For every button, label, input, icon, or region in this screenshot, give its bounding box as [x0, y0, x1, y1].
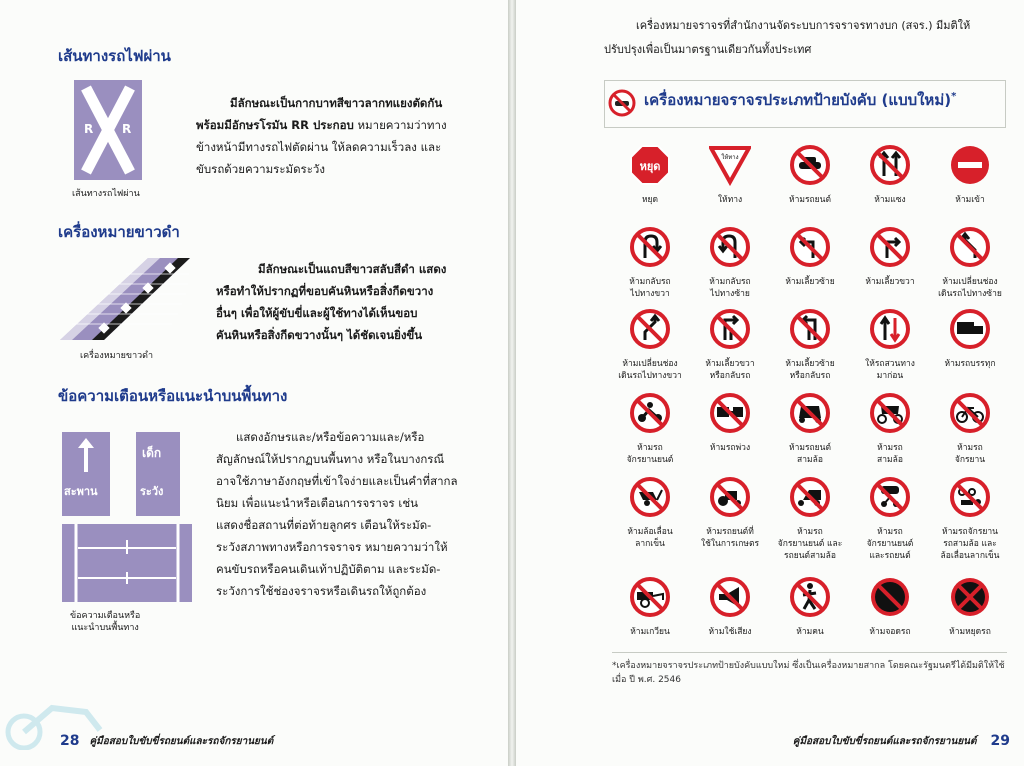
pavement-line-8: ระวังการใช้ช่องจราจรหรือเดินรถให้ถูกต้อง — [216, 584, 427, 598]
railway-text-2: ข้างหน้ามีทางรถไฟตัดผ่าน ให้ลดความเร็วลง และ — [196, 140, 442, 154]
footnote: *เครื่องหมายจราจรประเภทป้ายบังคับแบบใหม่ ซึ่งเป็นเครื่องหมายสากล โดยคณะรัฐมนตรีได้มีมติให้ใช้เมื่อ ปี พ.ศ. 2546 — [612, 661, 1005, 685]
sign-no-motorcycle — [610, 392, 690, 466]
sign-no-entry — [930, 144, 1010, 206]
sign-no-right — [850, 226, 930, 288]
left-page — [0, 0, 508, 766]
sign-no-overtake — [850, 144, 930, 206]
sign-no-oxcart — [610, 576, 690, 638]
no-uturn-left-icon — [709, 226, 751, 268]
sign-no-uturn-left — [690, 226, 770, 300]
pavement-caption-1: ข้อความเตือนหรือ — [70, 611, 141, 621]
header-line-1: เครื่องหมายจราจรที่สำนักงานจัดระบบการจราจรทางบก (สจร.) มีมติให้ — [636, 19, 971, 32]
no-right-icon — [869, 226, 911, 268]
curb-text-4: คันหินหรือสิ่งกีดขวางนั้นๆ ได้ชัดเจนยิ่งขึ้น — [216, 328, 423, 342]
crossing-lines-icon — [62, 524, 192, 602]
no-moto-car-icon — [869, 476, 911, 518]
sign-label: ห้ามเลี้ยวขวา — [865, 277, 915, 287]
railway-sign-image — [74, 80, 142, 180]
pavement-line-1: แสดงอักษรและ/หรือข้อความและ/หรือ — [236, 430, 425, 444]
railway-caption: เส้นทางรถไฟผ่าน — [72, 189, 140, 199]
pavement-marking-bridge — [62, 432, 110, 516]
sign-label: ห้ามรถยนต์ — [788, 195, 831, 205]
footnote-rule — [612, 652, 1007, 653]
sign-label: ห้ามกลับรถ ไปทางซ้าย — [709, 277, 751, 299]
curb-text-3: อื่นๆ เพื่อให้ผู้ขับขี่และผู้ใช้ทางได้เห็นขอบ — [216, 306, 418, 320]
no-car-icon — [789, 144, 831, 186]
no-pedestrian-icon — [789, 576, 831, 618]
sign-label: ห้ามรถบรรทุก — [944, 359, 996, 369]
sign-no-tow — [690, 392, 770, 454]
sign-no-moto-car — [850, 476, 930, 562]
no-entry-icon — [949, 144, 991, 186]
right-footer — [793, 730, 1010, 752]
curb-title: เครื่องหมายขาวดำ — [58, 223, 180, 241]
no-lane-right-icon — [629, 308, 671, 350]
no-tow-icon — [709, 392, 751, 434]
no-tricycle-icon — [869, 392, 911, 434]
sign-label: ห้ามกลับรถ ไปทางขวา — [629, 277, 671, 299]
sign-label: ห้ามหยุดรถ — [949, 627, 991, 637]
curb-text-1: มีลักษณะเป็นแถบสีขาวสลับสีดำ แสดง — [258, 262, 447, 276]
sign-label: ห้ามรถ จักรยาน — [954, 443, 986, 465]
subtitle-asterisk: * — [951, 91, 957, 102]
book-title-right: คู่มือสอบใบขับขี่รถยนต์และรถจักรยานยนต์ — [792, 735, 977, 747]
sign-no-bicycle — [930, 392, 1010, 466]
up-arrow-icon — [62, 436, 110, 476]
no-right-uturn-icon — [709, 308, 751, 350]
pavement-description — [216, 426, 502, 602]
sign-no-pedestrian — [770, 576, 850, 638]
pavement-line-3: อาจใช้ภาษาอังกฤษที่เข้าใจง่ายและเป็นคำที่สากล — [216, 474, 458, 488]
sign-label: ห้ามจอดรถ — [869, 627, 911, 637]
sign-label: ห้ามเกวียน — [630, 627, 670, 637]
sign-label: ห้ามรถ จักรยานยนต์ — [626, 443, 674, 465]
railway-text-bold-1: มีลักษณะเป็นกากบาทสีขาวลากทแยงตัดกัน — [230, 96, 443, 110]
no-tuktuk-icon — [789, 392, 831, 434]
subtitle — [644, 88, 956, 112]
pavement-caption — [70, 610, 140, 634]
no-truck-icon — [949, 308, 991, 350]
pavement-title: ข้อความเตือนหรือแนะนำบนพื้นทาง — [58, 387, 288, 405]
sign-no-right-uturn — [690, 308, 770, 382]
curb-description — [216, 258, 498, 346]
sign-no-moto-tuktuk — [770, 476, 850, 562]
no-bike-tricycle-cart-icon — [949, 476, 991, 518]
no-uturn-right-icon — [629, 226, 671, 268]
no-stopping-icon — [949, 576, 991, 618]
left-footer — [60, 730, 273, 752]
sign-no-uturn-right — [610, 226, 690, 300]
pavement-crossing-image — [62, 524, 192, 602]
sign-no-horn — [690, 576, 770, 638]
sign-label: ห้ามคน — [796, 627, 824, 637]
pavement-marking-children — [136, 432, 180, 516]
sign-label: ห้ามเลี้ยวขวา หรือกลับรถ — [705, 359, 755, 381]
pavement-text-bridge: สะพาน — [64, 485, 98, 498]
no-parking-icon — [869, 576, 911, 618]
sign-label: ห้ามรถพ่วง — [709, 443, 751, 453]
no-oxcart-icon — [629, 576, 671, 618]
pavement-line-7: คนขับรถหรือคนเดินเท้าปฏิบัติตาม และระมัด- — [216, 562, 441, 576]
sign-label: ห้ามแซง — [874, 195, 906, 205]
sign-label: ห้ามรถยนต์ที่ ใช้ในการเกษตร — [700, 527, 760, 549]
pavement-line-6: ระวังสภาพทางหรือการจราจร หมายความว่าให้ — [216, 540, 448, 554]
sign-label: ห้ามรถ จักรยานยนต์ และรถยนต์ — [866, 527, 914, 561]
sign-label: ห้ามเปลี่ยนช่อง เดินรถไปทางซ้าย — [938, 277, 1002, 299]
stop-icon — [629, 144, 671, 186]
sign-no-tricycle — [850, 392, 930, 466]
railway-text-1: หมายความว่าทาง — [353, 118, 447, 132]
pavement-text-careful: ระวัง — [140, 485, 164, 498]
yield-icon — [709, 144, 751, 186]
curb-marking-image — [52, 254, 192, 344]
priority-oncoming-icon — [869, 308, 911, 350]
no-cart-icon — [629, 476, 671, 518]
pavement-line-2: สัญลักษณ์ให้ปรากฏบนพื้นทาง หรือในบางกรณี — [216, 452, 445, 466]
curb-stripes-icon — [52, 254, 192, 344]
sign-no-left — [770, 226, 850, 288]
page-number-right: 29 — [990, 733, 1010, 749]
subtitle-text: เครื่องหมายจราจรประเภทป้ายบังคับ (แบบใหม่) — [644, 91, 952, 109]
sign-no-bike-tricycle-cart — [930, 476, 1010, 562]
yield-sign-text: ให้ทาง — [721, 154, 739, 161]
sign-label: ห้ามล้อเลื่อน ลากเข็น — [627, 527, 673, 549]
sign-no-truck — [930, 308, 1010, 370]
book-gutter — [508, 0, 516, 766]
sign-label: หยุด — [641, 195, 659, 205]
no-left-uturn-icon — [789, 308, 831, 350]
railway-description — [196, 92, 480, 180]
no-tractor-icon — [709, 476, 751, 518]
no-horn-icon — [709, 576, 751, 618]
sign-no-lane-right — [610, 308, 690, 382]
sign-label: ให้ทาง — [717, 195, 743, 205]
sign-no-tuktuk — [770, 392, 850, 466]
no-overtake-icon — [869, 144, 911, 186]
sign-label: ห้ามเข้า — [955, 195, 985, 205]
sign-label: ห้ามเลี้ยวซ้าย หรือกลับรถ — [785, 359, 835, 381]
no-left-icon — [789, 226, 831, 268]
pavement-line-5: แสดงชื่อสถานที่ต่อท้ายลูกศร เตือนให้ระมัด- — [216, 518, 432, 532]
sign-stop — [610, 144, 690, 206]
sign-no-car — [770, 144, 850, 206]
railway-title: เส้นทางรถไฟผ่าน — [58, 47, 171, 65]
pavement-text-children: เด็ก — [142, 446, 162, 460]
sign-priority-oncoming — [850, 308, 930, 382]
right-page — [516, 0, 1024, 766]
header-line-2: ปรับปรุงเพื่อเป็นมาตรฐานเดียวกันทั้งประเทศ — [604, 43, 812, 56]
sign-label: ห้ามรถ จักรยานยนต์ และ รถยนต์สามล้อ — [777, 527, 843, 561]
no-car-subtitle-icon — [608, 89, 636, 117]
no-motorcycle-icon — [629, 392, 671, 434]
sign-no-lane-left — [930, 226, 1010, 300]
no-lane-left-icon — [949, 226, 991, 268]
sign-label: ห้ามรถยนต์ สามล้อ — [788, 443, 831, 465]
book-title-left: คู่มือสอบใบขับขี่รถยนต์และรถจักรยานยนต์ — [89, 735, 274, 747]
stop-sign-text: หยุด — [639, 160, 661, 173]
pavement-caption-2: แนะนำบนพื้นทาง — [71, 623, 139, 633]
railway-text-bold-2: พร้อมมีอักษรโรมัน RR ประกอบ — [196, 118, 354, 132]
pavement-line-4: นิยม เพื่อแนะนำหรือเตือนการจราจร เช่น — [216, 496, 418, 510]
curb-caption: เครื่องหมายขาวดำ — [80, 351, 154, 361]
sign-label: ห้ามรถจักรยาน รถสามล้อ และ ล้อเลื่อนลากเข็น — [940, 527, 1000, 561]
sign-label: ห้ามรถ สามล้อ — [877, 443, 903, 465]
curb-text-2: หรือทำให้ปรากฏที่ขอบคันหินหรือสิ่งกีดขวาง — [216, 284, 434, 298]
sign-label: ห้ามเลี้ยวซ้าย — [785, 277, 835, 287]
railway-letter-left: R — [84, 122, 94, 136]
sign-no-tractor — [690, 476, 770, 550]
sign-no-stopping — [930, 576, 1010, 638]
sign-label: ให้รถสวนทาง มาก่อน — [865, 359, 915, 381]
railway-letter-right: R — [122, 122, 132, 136]
no-bicycle-icon — [949, 392, 991, 434]
no-moto-tuktuk-icon — [789, 476, 831, 518]
sign-no-cart — [610, 476, 690, 550]
railway-text-3: ขับรถด้วยความระมัดระวัง — [196, 162, 325, 176]
sign-label: ห้ามใช้เสียง — [708, 627, 752, 637]
sign-label: ห้ามเปลี่ยนช่อง เดินรถไปทางขวา — [618, 359, 682, 381]
sign-no-left-uturn — [770, 308, 850, 382]
page-number-left: 28 — [60, 733, 80, 749]
sign-no-parking — [850, 576, 930, 638]
sign-yield — [690, 144, 770, 206]
